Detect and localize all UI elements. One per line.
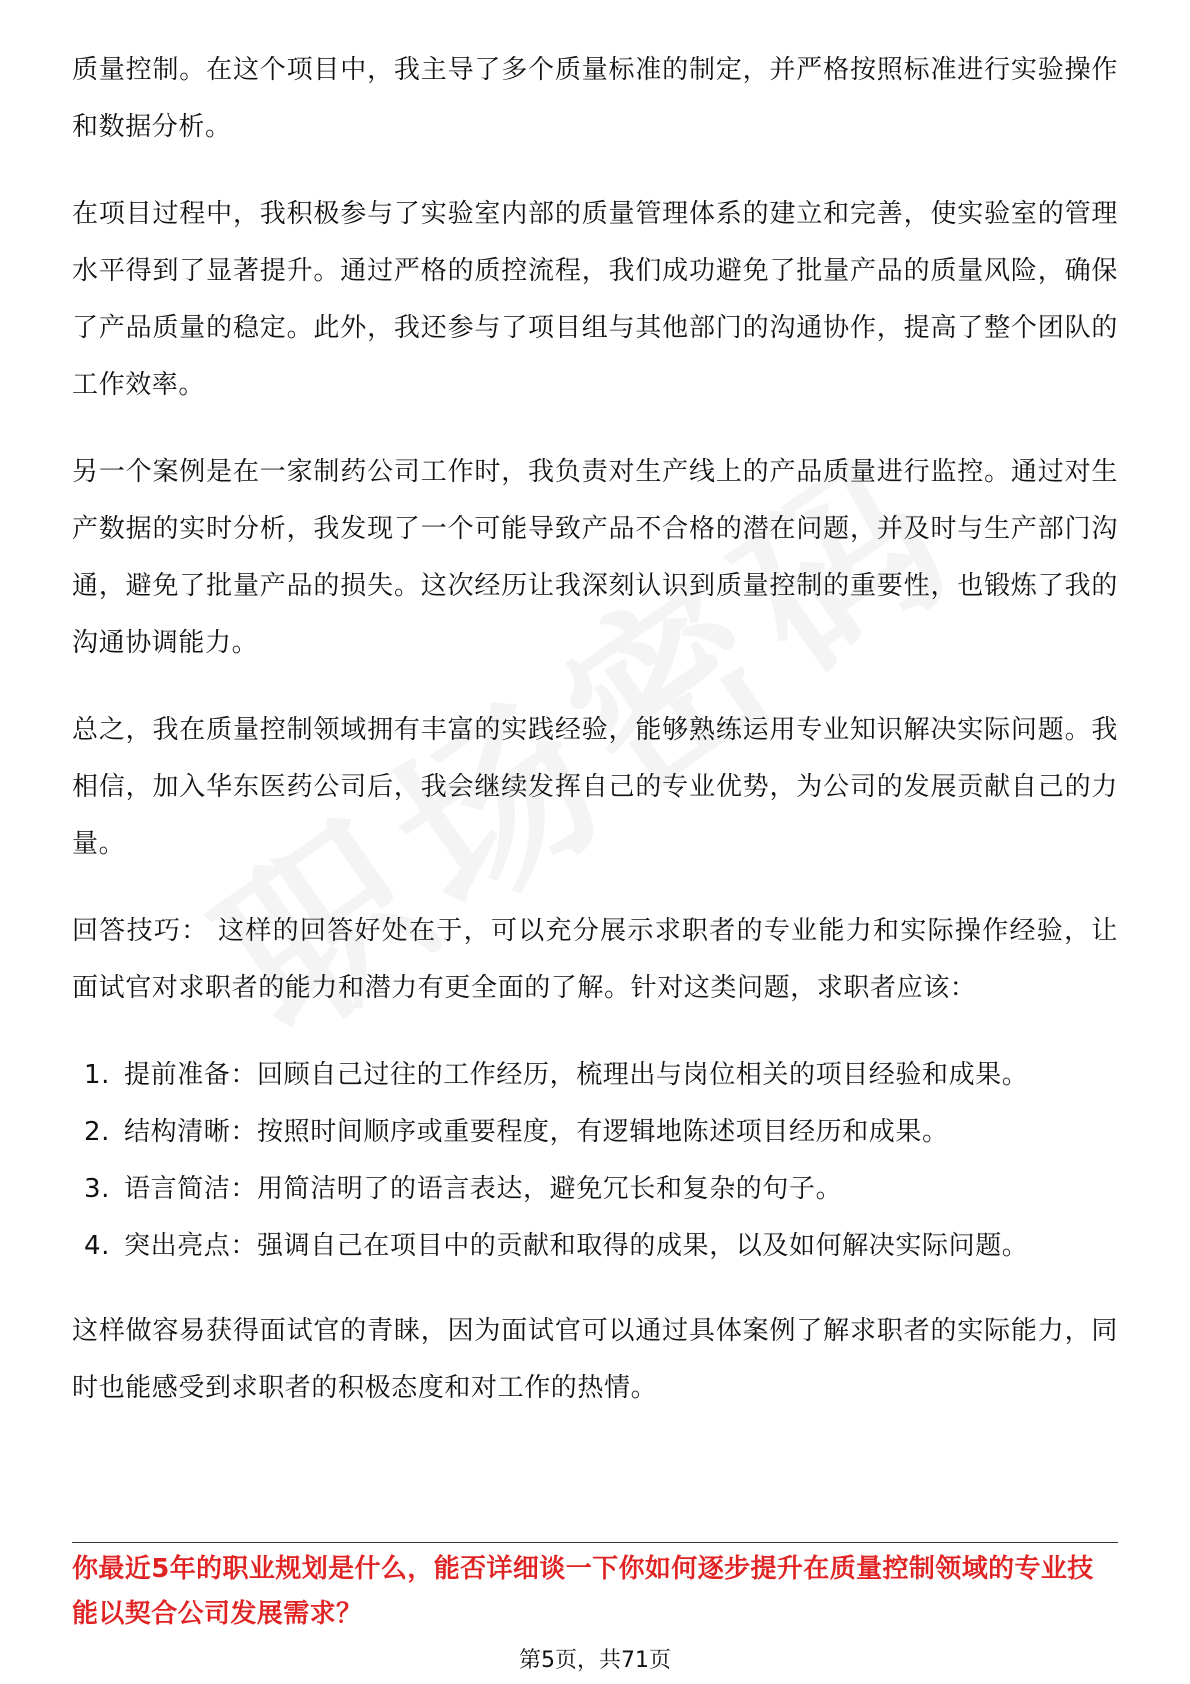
answer-tips-intro: 回答技巧： 这样的回答好处在于，可以充分展示求职者的专业能力和实际操作经验，让面试官对求职者的能力和潜力有更全面的了解。针对这类问题，求职者应该： (72, 916, 1118, 1003)
list-item-text: 突出亮点：强调自己在项目中的贡献和取得的成果，以及如何解决实际问题。 (124, 1231, 1029, 1261)
list-item-number: 3. (83, 1174, 110, 1204)
paragraph-1: 质量控制。在这个项目中，我主导了多个质量标准的制定，并严格按照标准进行实验操作和数据分析。 (72, 55, 1118, 142)
list-item (72, 1218, 1118, 1275)
next-question-heading: 你最近5年的职业规划是什么，能否详细谈一下你如何逐步提升在质量控制领域的专业技能以契合公司发展需求？ (72, 1554, 1094, 1629)
page-content (72, 42, 1118, 1447)
page-number: 第5页，共71页 (519, 1648, 671, 1673)
list-item-text: 提前准备：回顾自己过往的工作经历，梳理出与岗位相关的项目经验和成果。 (124, 1060, 1029, 1090)
section-divider (72, 1542, 1118, 1543)
list-item-number: 2. (83, 1117, 110, 1147)
closing-paragraph: 这样做容易获得面试官的青睐，因为面试官可以通过具体案例了解求职者的实际能力，同时也能感受到求职者的积极态度和对工作的热情。 (72, 1316, 1118, 1403)
list-item-number: 1. (83, 1060, 110, 1090)
list-item-text: 结构清晰：按照时间顺序或重要程度，有逻辑地陈述项目经历和成果。 (124, 1117, 949, 1147)
paragraph-3: 另一个案例是在一家制药公司工作时，我负责对生产线上的产品质量进行监控。通过对生产数据的实时分析，我发现了一个可能导致产品不合格的潜在问题，并及时与生产部门沟通，避免了批量产品的损失。这次经历让我深刻认识到质量控制的重要性，也锻炼了我的沟通协调能力。 (72, 457, 1118, 658)
list-item-text: 语言简洁：用简洁明了的语言表达，避免冗长和复杂的句子。 (124, 1174, 843, 1204)
list-item-number: 4. (83, 1231, 110, 1261)
list-item (72, 1104, 1118, 1161)
tips-list (72, 1047, 1118, 1275)
list-item (72, 1047, 1118, 1104)
list-item (72, 1161, 1118, 1218)
paragraph-2: 在项目过程中，我积极参与了实验室内部的质量管理体系的建立和完善，使实验室的管理水平得到了显著提升。通过严格的质控流程，我们成功避免了批量产品的质量风险，确保了产品质量的稳定。此外，我还参与了项目组与其他部门的沟通协作，提高了整个团队的工作效率。 (72, 199, 1118, 400)
paragraph-4: 总之，我在质量控制领域拥有丰富的实践经验，能够熟练运用专业知识解决实际问题。我相信，加入华东医药公司后，我会继续发挥自己的专业优势，为公司的发展贡献自己的力量。 (72, 715, 1118, 859)
